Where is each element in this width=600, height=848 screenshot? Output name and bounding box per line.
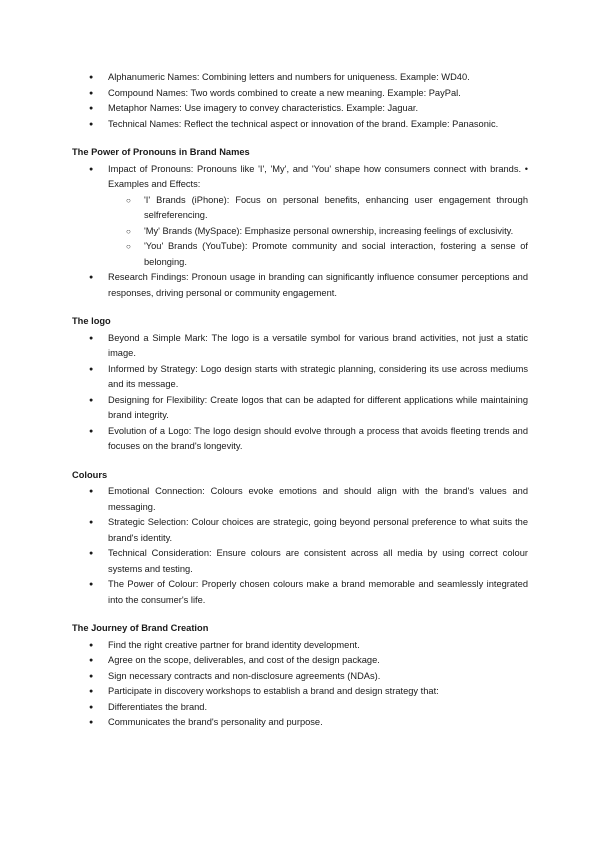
list-item: ● Impact of Pronouns: Pronouns like 'I', 'My', and 'You' shape how consumers connect with brands. • Examples and Effects: ○ 'I' Brands (iPhone): Focus on personal benefits, enhancing user engagement through selfreferencing. ○ 'My' Brands (MySpace): Emphasize personal ownership, increasing feelings of exclusivity. ○ 'You' Brands (YouTube): Promote community and social interaction, fostering a sense of belonging. bbox=[72, 162, 528, 271]
bullet-icon: ● bbox=[89, 581, 94, 588]
circle-bullet-icon: ○ bbox=[126, 226, 131, 236]
bullet-icon: ● bbox=[89, 672, 94, 680]
list-item: ● Strategic Selection: Colour choices are strategic, going beyond personal preference to what suits the brand's identity. bbox=[89, 517, 528, 543]
list-item: ● Communicates the brand's personality and purpose. bbox=[72, 715, 528, 731]
logo-list bbox=[72, 331, 528, 455]
bullet-icon: ● bbox=[89, 396, 94, 404]
sub-list-item: ○ 'I' Brands (iPhone): Focus on personal benefits, enhancing user engagement through selfreferencing. bbox=[126, 194, 528, 220]
naming-types-section bbox=[72, 70, 528, 132]
section-heading: The Power of Pronouns in Brand Names bbox=[72, 147, 250, 157]
bullet-icon: ● bbox=[89, 688, 94, 695]
list-item: ● Evolution of a Logo: The logo design should evolve through a process that avoids fleeting trends and focuses on the brand's longevity. bbox=[89, 425, 528, 451]
bullet-icon: ● bbox=[89, 165, 94, 173]
circle-bullet-icon: ○ bbox=[126, 242, 131, 251]
section-heading: Colours bbox=[72, 469, 108, 480]
section-heading: The logo bbox=[72, 316, 111, 326]
list-item: ● Sign necessary contracts and non-disclosure agreements (NDAs). bbox=[72, 669, 528, 685]
bullet-icon: ● bbox=[89, 427, 94, 435]
colours-section bbox=[72, 468, 528, 609]
pronouns-list bbox=[72, 162, 528, 302]
bullet-icon: ● bbox=[89, 519, 94, 526]
bullet-icon: ● bbox=[89, 488, 94, 495]
bullet-icon: ● bbox=[89, 550, 94, 557]
logo-section bbox=[72, 314, 528, 455]
bullet-icon: ● bbox=[89, 74, 94, 81]
bullet-icon: ● bbox=[89, 334, 94, 342]
colours-list bbox=[72, 484, 528, 608]
list-item: ● Alphanumeric Names: Combining letters and numbers for uniqueness. Example: WD40. bbox=[72, 70, 528, 86]
bullet-icon: ● bbox=[89, 365, 94, 373]
list-item: ● Metaphor Names: Use imagery to convey characteristics. Example: Jaguar. bbox=[72, 101, 528, 117]
bullet-icon: ● bbox=[89, 657, 94, 664]
bullet-icon: ● bbox=[89, 105, 94, 112]
list-item: ● Agree on the scope, deliverables, and cost of the design package. bbox=[72, 653, 528, 669]
bullet-icon: ● bbox=[89, 703, 94, 711]
list-item: ● Compound Names: Two words combined to create a new meaning. Example: PayPal. bbox=[72, 86, 528, 102]
list-item: ● Beyond a Simple Mark: The logo is a versatile symbol for various brand activities, not just a static image. bbox=[89, 332, 528, 358]
list-item: ● Informed by Strategy: Logo design starts with strategic planning, considering its use across mediums and its message. bbox=[89, 363, 528, 389]
bullet-icon: ● bbox=[89, 120, 94, 128]
list-item: ● Designing for Flexibility: Create logos that can be adapted for different applications while maintaining brand integrity. bbox=[89, 394, 528, 420]
bullet-icon: ● bbox=[89, 719, 94, 726]
list-item: ● Technical Names: Reflect the technical aspect or innovation of the brand. Example: Panasonic. bbox=[72, 117, 528, 133]
journey-list bbox=[72, 638, 528, 731]
list-item: ● Technical Consideration: Ensure colours are consistent across all media by using correct colour systems and testing. bbox=[89, 548, 528, 574]
bullet-icon: ● bbox=[89, 89, 94, 97]
pronouns-section bbox=[72, 145, 528, 301]
naming-types-list bbox=[72, 70, 528, 132]
list-item: ● Differentiates the brand. bbox=[72, 700, 528, 716]
journey-section bbox=[72, 621, 528, 731]
pronoun-examples-list bbox=[108, 193, 528, 271]
list-item: ● Emotional Connection: Colours evoke emotions and should align with the brand's values and messaging. bbox=[89, 486, 528, 512]
list-item: ● The Power of Colour: Properly chosen colours make a brand memorable and seamlessly integrated into the consumer's life. bbox=[89, 579, 528, 605]
section-heading: The Journey of Brand Creation bbox=[72, 623, 209, 633]
bullet-icon: ● bbox=[89, 274, 94, 281]
bullet-icon: ● bbox=[89, 641, 94, 649]
list-item: ● Participate in discovery workshops to establish a brand and design strategy that: bbox=[72, 684, 528, 700]
list-item: ● Find the right creative partner for brand identity development. bbox=[72, 638, 528, 654]
document-content bbox=[72, 70, 528, 731]
list-item: ● Research Findings: Pronoun usage in branding can significantly influence consumer perceptions and responses, driving personal or community engagement. bbox=[89, 272, 528, 298]
sub-list-item: ○ 'My' Brands (MySpace): Emphasize personal ownership, increasing feelings of exclusivity. bbox=[72, 224, 528, 240]
circle-bullet-icon: ○ bbox=[126, 195, 131, 205]
sub-list-item: ○ 'You' Brands (YouTube): Promote community and social interaction, fostering a sense of belonging. bbox=[126, 241, 528, 267]
